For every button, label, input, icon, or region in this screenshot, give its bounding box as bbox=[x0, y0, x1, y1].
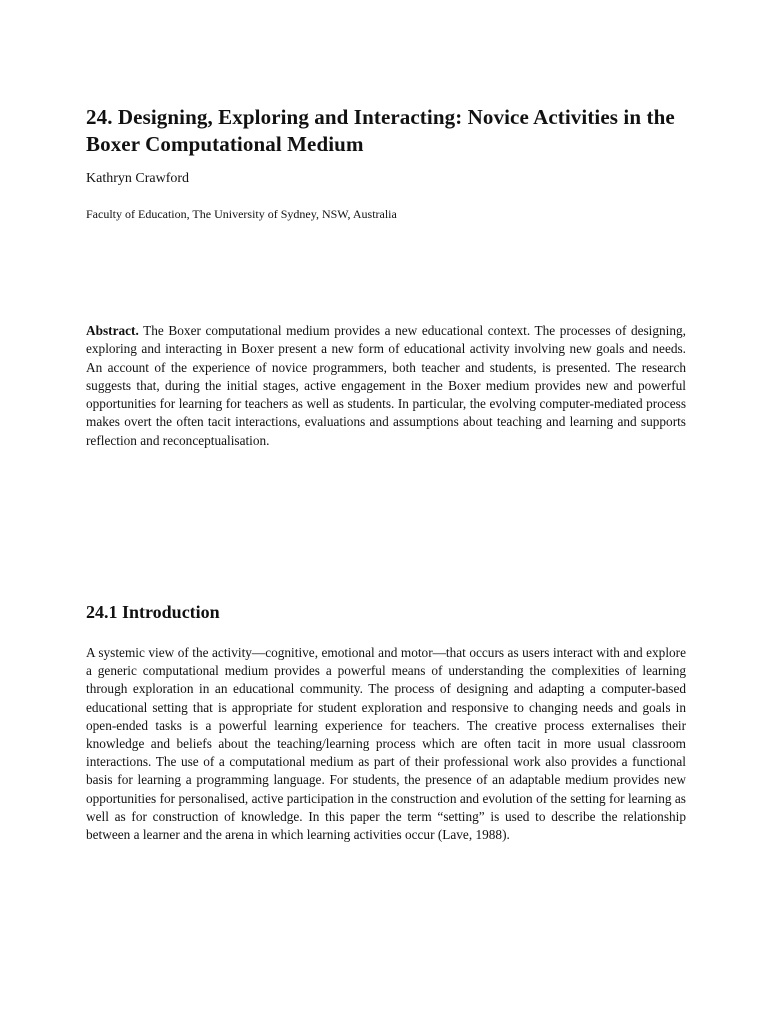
section-heading-introduction: 24.1 Introduction bbox=[86, 602, 220, 622]
introduction-paragraph: A systemic view of the activity—cognitive, emotional and motor—that occurs as users interact with and explore a generic computational medium provides a powerful means of understanding the complexities of learning through exploration in an educational community. The process of designing and adapting a computer-based educational setting that is appropriate for student exploration and responsive to changing needs and goals in open-ended tasks is a powerful learning experience for teachers. The creative process externalises their knowledge and beliefs about the teaching/learning process which are often tacit in more usual classroom interactions. The use of a computational medium as part of their professional work also provides a functional basis for learning a programming language. For students, the presence of an adaptable medium provides new opportunities for personalised, active participation in the construction and evolution of the setting for learning as well as for construction of knowledge. In this paper the term “setting” is used to describe the relationship between a learner and the arena in which learning activities occur (Lave, 1988). bbox=[86, 645, 686, 843]
abstract-text: The Boxer computational medium provides a new educational context. The processes of designing, exploring and interacting in Boxer present a new form of educational activity involving new goals and needs. An account of the experience of novice programmers, both teacher and students, is presented. The research suggests that, during the initial stages, active engagement in the Boxer medium provides new and powerful opportunities for learning for teachers as well as students. In particular, the evolving computer-mediated process makes overt the often tacit interactions, evaluations and assumptions about teaching and learning and supports reflection and reconceptualisation. bbox=[86, 323, 686, 448]
author-name: Kathryn Crawford bbox=[86, 171, 190, 186]
abstract-label: Abstract. bbox=[86, 323, 139, 338]
author-affiliation: Faculty of Education, The University of Sydney, NSW, Australia bbox=[86, 207, 397, 221]
chapter-title: 24. Designing, Exploring and Interacting: Novice Activities in the Boxer Computational Medium bbox=[86, 105, 675, 156]
abstract bbox=[86, 322, 686, 450]
